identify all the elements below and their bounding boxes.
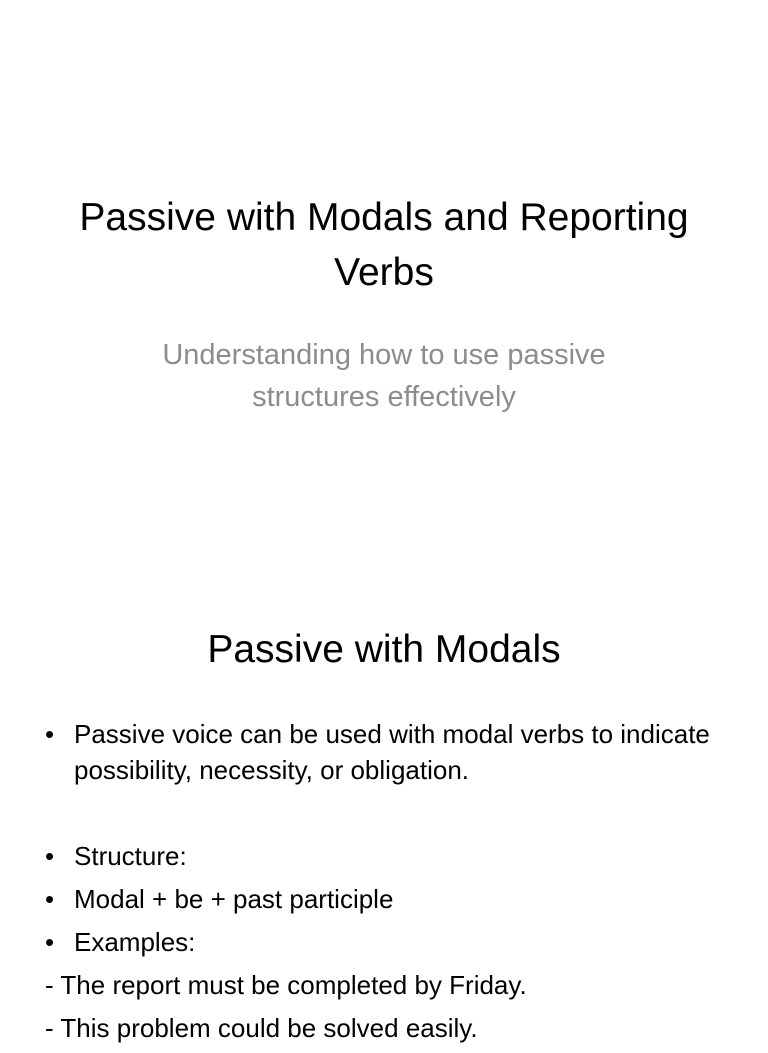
example-line: - The report must be completed by Friday.: [45, 970, 527, 1000]
bullet-item: [45, 716, 735, 788]
bullet-text: Examples:: [74, 927, 196, 957]
bullet-text: Modal + be + past participle: [74, 884, 394, 914]
content-slide: [0, 576, 768, 1043]
bullet-dot: •: [45, 927, 55, 957]
bullet-item: [45, 924, 735, 960]
bullet-item: [45, 838, 735, 874]
bullet-dot: •: [45, 884, 55, 914]
bullet-item: [45, 881, 735, 917]
slide-body: [45, 716, 735, 1053]
presentation-title: Passive with Modals and Reporting Verbs: [79, 196, 689, 294]
example-line: - This problem could be solved easily.: [45, 1013, 478, 1043]
bullet-dot: •: [45, 841, 55, 871]
bullet-text: Structure:: [74, 841, 187, 871]
bullet-dot: •: [45, 719, 55, 749]
presentation-subtitle: Understanding how to use passive structures effectively: [162, 339, 606, 413]
bullet-text: Passive voice can be used with modal verbs to indicate possibility, necessity, or obligation.: [74, 719, 710, 785]
slide-title: Passive with Modals: [207, 628, 561, 671]
